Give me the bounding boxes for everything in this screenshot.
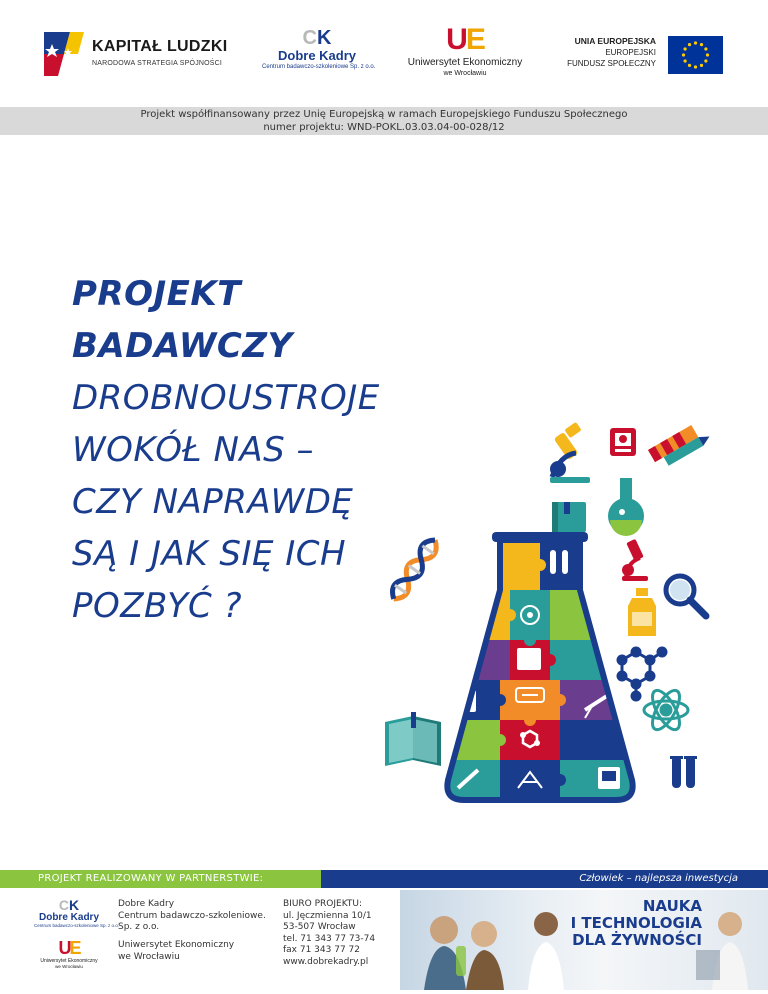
eu-text <box>560 36 656 69</box>
title-line-5: CZY NAPRAWDĘ <box>72 482 354 522</box>
ue-mark: UE <box>446 23 484 56</box>
ue-logo <box>400 24 530 86</box>
dobre-kadry-subtitle: Centrum badawczo-szkoleniowe Sp. z o.o. <box>262 64 376 70</box>
office-website-link[interactable]: www.dobrekadry.pl <box>283 956 369 967</box>
microscope-small-icon <box>622 539 648 581</box>
eu-star-icon <box>684 47 687 50</box>
eu-logo <box>560 36 730 76</box>
eu-star-icon <box>700 64 703 67</box>
photo-slogan-line: DLA ŻYWNOŚCI <box>572 931 702 949</box>
office-heading: BIURO PROJEKTU: <box>283 899 363 909</box>
footer-ue-mark: UE <box>58 938 80 958</box>
eu-star-icon <box>704 47 707 50</box>
eu-star-icon <box>706 53 709 56</box>
microscope-icon <box>550 422 590 483</box>
science-flask-illustration <box>380 420 720 820</box>
footer-dobre-kadry-subtitle: Centrum badawczo-szkoleniowe Sp. z o.o. <box>34 923 120 928</box>
footer-dobre-kadry-logo <box>34 897 120 932</box>
eu-star-icon <box>688 43 691 46</box>
ue-city: we Wrocławiu <box>443 70 487 77</box>
partner-ue-text <box>118 940 234 963</box>
ruler-pencil-icon <box>648 420 712 471</box>
title-line-2: BADAWCZY <box>72 326 293 366</box>
eu-star-icon <box>700 43 703 46</box>
title-line-4: WOKÓŁ NAS – <box>72 430 315 470</box>
office-phone: tel. 71 343 77 73-74 <box>283 933 376 944</box>
camera-icon <box>610 428 636 456</box>
office-street: ul. Jęczmienna 10/1 <box>283 910 372 921</box>
footer-ue-name: Uniwersytet Ekonomiczny <box>40 958 98 964</box>
open-book-icon <box>385 712 441 766</box>
project-office-address <box>283 899 375 968</box>
flask-icon <box>608 478 644 536</box>
eu-star-icon <box>684 59 687 62</box>
kapital-ludzki-subtitle: NARODOWA STRATEGIA SPÓJNOŚCI <box>92 60 223 67</box>
title-line-1: PROJEKT <box>72 274 241 314</box>
partnership-bar: PROJEKT REALIZOWANY W PARTNERSTWIE: <box>0 870 321 888</box>
kapital-ludzki-logo <box>40 30 240 80</box>
title-line-6: SĄ I JAK SIĘ ICH <box>72 534 347 574</box>
eu-flag-icon <box>668 36 723 74</box>
photo-slogan-line: I TECHNOLOGIA <box>570 914 702 932</box>
eu-line2: EUROPEJSKI <box>605 48 656 57</box>
photo-slogan-line: NAUKA <box>642 897 702 915</box>
book-icon <box>552 502 586 532</box>
magnifier-icon <box>666 576 706 616</box>
eu-star-icon <box>694 65 697 68</box>
test-tubes-icon <box>670 756 697 788</box>
molecule-icon <box>618 648 666 700</box>
footer-dobre-kadry-name: Dobre Kadry <box>38 912 99 923</box>
dobre-kadry-mark: CK <box>302 27 332 49</box>
footer-ue-city: we Wrocławiu <box>55 964 83 969</box>
slogan-bar: Człowiek – najlepsza inwestycja <box>321 870 768 888</box>
title-line-7: POZBYĆ ? <box>72 586 243 626</box>
bottle-icon <box>628 588 656 636</box>
title-line-3: DROBNOUSTROJE <box>72 378 380 418</box>
partner1-line: Centrum badawczo-szkoleniowe. <box>118 910 266 921</box>
cofinancing-text: Projekt współfinansowany przez Unię Europejską w ramach Europejskiego Funduszu Społecznego <box>140 109 628 120</box>
footer-dobre-kadry-mark: CK <box>58 897 80 913</box>
kapital-ludzki-emblem-icon <box>40 30 86 78</box>
dobre-kadry-logo <box>262 27 376 78</box>
dna-icon <box>388 536 442 604</box>
partner1-line: Dobre Kadry <box>118 899 175 909</box>
ue-name: Uniwersytet Ekonomiczny <box>407 57 523 68</box>
puzzle-flask <box>440 532 650 800</box>
partner2-line: Uniwersytet Ekonomiczny <box>118 940 235 950</box>
partner-dobre-kadry-text <box>118 899 266 934</box>
footer-ue-logo <box>34 938 104 972</box>
cofinancing-banner <box>0 107 768 135</box>
eu-star-icon <box>694 41 697 44</box>
photo-slogan <box>552 898 702 949</box>
kapital-ludzki-title: KAPITAŁ LUDZKI <box>92 38 228 55</box>
eu-star-icon <box>704 59 707 62</box>
office-city: 53-507 Wrocław <box>283 922 356 932</box>
dobre-kadry-name: Dobre Kadry <box>277 48 357 63</box>
office-fax: fax 71 343 77 72 <box>283 945 360 955</box>
document-title <box>72 268 432 632</box>
eu-star-icon <box>682 53 685 56</box>
eu-line1: UNIA EUROPEJSKA <box>574 36 656 46</box>
partner2-line: we Wrocławiu <box>118 951 180 962</box>
atom-icon <box>644 686 688 733</box>
project-number: numer projektu: WND-POKL.03.03.04-00-028/12 <box>263 122 505 133</box>
partner1-line: Sp. z o.o. <box>118 922 160 932</box>
eu-line3: FUNDUSZ SPOŁECZNY <box>567 59 656 68</box>
eu-star-icon <box>688 64 691 67</box>
